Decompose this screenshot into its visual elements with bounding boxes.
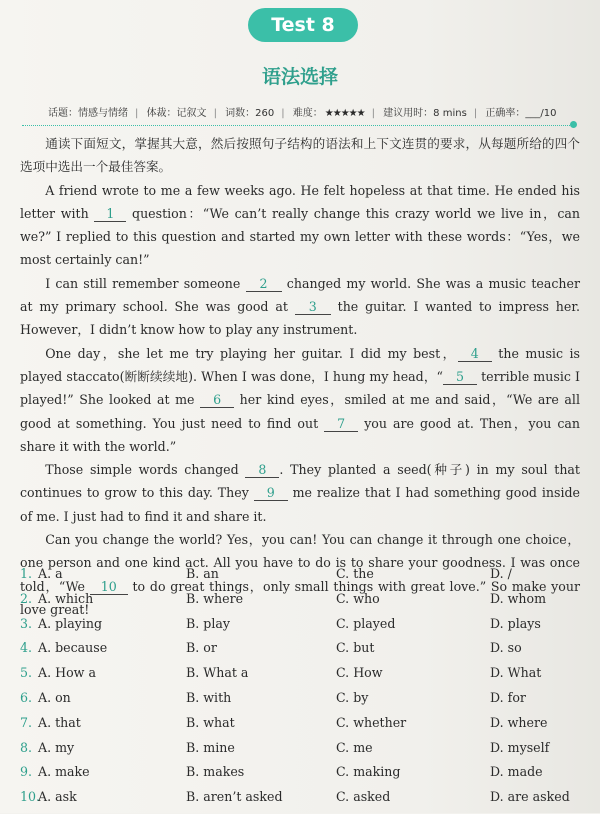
option-a[interactable]: A. because [38,640,108,656]
question-number: 9. [20,764,33,780]
option-b[interactable]: B. mine [186,739,235,755]
option-row [20,591,590,616]
meta-time: 建议用时：8 mins [383,108,467,119]
text-run: terrible music I played!” She looked at me [20,368,580,408]
question-number: 7. [20,714,33,730]
text-run: question：“We can’t really change this crazy world we live in，can we?” I replied to this question and started my own letter with these words：“Yes，we most certainly can!” [20,205,580,268]
option-a[interactable]: A. my [38,739,75,755]
meta-separator: | [135,108,139,119]
section-title: 语法选择 [261,66,338,88]
text-run: her kind eyes，smiled at me and said，“We are all good at something. You just need to find out [20,392,580,431]
text-run: to do great things，only small things with great love.” So make your love great! [20,578,580,617]
blank-4: 4 [458,346,492,362]
option-d[interactable]: D. are asked [490,789,570,805]
blank-6: 6 [200,392,234,408]
option-b[interactable]: B. what [186,714,235,730]
blank-8: 8 [245,462,279,478]
option-row [20,715,590,740]
question-number: 4. [20,640,33,656]
text-run: Can you change the world? Yes，you can! You can change it through one choice，one person and one kind act. All you have to do is to share your goodness. I was once told，“We [20,532,580,594]
option-a[interactable]: A. a [38,566,63,581]
question-number: 3. [20,615,33,631]
text-run: me realize that I had something good inside of me. I just had to find it and share it. [20,485,580,524]
option-b[interactable]: B. with [186,689,232,705]
meta-separator: | [473,108,478,119]
meta-separator: | [281,108,285,119]
option-d[interactable]: D. for [490,689,526,705]
option-b[interactable]: B. play [186,615,230,631]
option-b[interactable]: B. an [186,566,219,581]
option-c[interactable]: C. but [336,640,375,656]
option-b[interactable]: B. makes [186,764,245,780]
option-row [20,665,590,690]
option-c[interactable]: C. whether [336,714,407,730]
passage [20,132,580,621]
blank-2: 2 [246,276,282,292]
option-d[interactable]: D. What [490,665,542,681]
meta-topic: 话题：情感与情绪 [48,108,128,119]
option-d[interactable]: D. made [490,764,543,780]
blank-5: 5 [443,369,477,385]
option-d[interactable]: D. so [490,640,522,656]
blank-3: 3 [295,299,331,315]
meta-difficulty-label: 难度： [292,108,323,119]
option-a[interactable]: A. on [38,689,71,705]
option-d[interactable]: D. whom [490,590,547,606]
paragraph-3 [20,342,580,458]
option-row [20,740,590,765]
option-a[interactable]: A. ask [38,789,77,805]
paragraph-2 [20,272,580,342]
option-row [20,789,590,814]
option-b[interactable]: B. aren’t asked [186,789,283,805]
meta-separator: | [371,108,375,119]
text-run: the music is played staccato(断断续续地). When I was done，I hung my head，“ [20,345,580,384]
text-run: the guitar. I wanted to impress her. However，I didn’t know how to play any instrument. [20,299,581,338]
question-number: 10. [20,789,41,805]
question-number: 1. [20,566,33,581]
text-run: I can still remember someone [45,275,246,291]
option-c[interactable]: C. the [336,566,374,581]
option-b[interactable]: B. where [186,590,244,606]
option-c[interactable]: C. played [336,615,396,631]
blank-10: 10 [90,579,128,595]
option-row [20,690,590,715]
meta-bar [48,104,578,119]
divider-dot [570,121,577,128]
option-d[interactable]: D. myself [490,739,550,755]
meta-word-count: 词数：260 [225,108,275,119]
question-number: 6. [20,689,33,705]
test-badge: Test 8 [248,8,358,42]
text-run: A friend wrote to me a few weeks ago. He felt hopeless at that time. He ended his letter with [20,182,580,221]
paragraph-1 [20,179,580,272]
option-a[interactable]: A. that [38,714,81,730]
option-b[interactable]: B. What a [186,665,249,681]
option-row [20,764,590,789]
blank-7: 7 [324,416,358,432]
instructions: 通读下面短文，掌握其大意，然后按照句子结构的语法和上下文连贯的要求，从每题所给的四个选项中选出一个最佳答案。 [20,136,580,175]
option-a[interactable]: A. How a [38,665,96,681]
text-run: Those simple words changed [45,462,246,478]
option-row [20,566,590,591]
option-c[interactable]: C. me [336,739,373,755]
meta-separator: | [213,108,217,119]
difficulty-stars: ★★★★★ [324,108,365,119]
option-c[interactable]: C. asked [336,789,391,805]
option-a[interactable]: A. playing [38,615,103,631]
blank-1: 1 [94,206,126,222]
question-number: 8. [20,739,33,755]
text-run: changed my world. She was a music teacher at my primary school. She was good at [20,275,581,315]
option-row [20,640,590,665]
blank-9: 9 [254,485,288,501]
option-c[interactable]: C. How [336,665,383,681]
option-d[interactable]: D. plays [490,615,541,631]
option-a[interactable]: A. make [38,764,90,780]
option-b[interactable]: B. or [186,640,217,656]
option-a[interactable]: A. which [38,590,94,606]
meta-genre: 体裁：记叙文 [146,108,207,119]
question-number: 2. [20,590,33,606]
option-c[interactable]: C. by [336,689,369,705]
text-run: . They planted a seed(种子) in my soul that continues to grow to this day. They [20,462,580,501]
question-number: 5. [20,665,33,681]
meta-accuracy: 正确率：___/10 [485,108,557,119]
option-d[interactable]: D. where [490,714,548,730]
text-run: you are good at. Then，you can share it with the world.” [20,415,580,454]
option-row [20,616,590,641]
option-d[interactable]: D. / [490,566,512,581]
option-c[interactable]: C. who [336,590,380,606]
options-list [20,566,590,814]
option-c[interactable]: C. making [336,764,401,780]
text-run: One day，she let me try playing her guitar. I did my best， [45,345,458,361]
paragraph-4 [20,458,580,528]
dotted-divider [22,125,574,126]
